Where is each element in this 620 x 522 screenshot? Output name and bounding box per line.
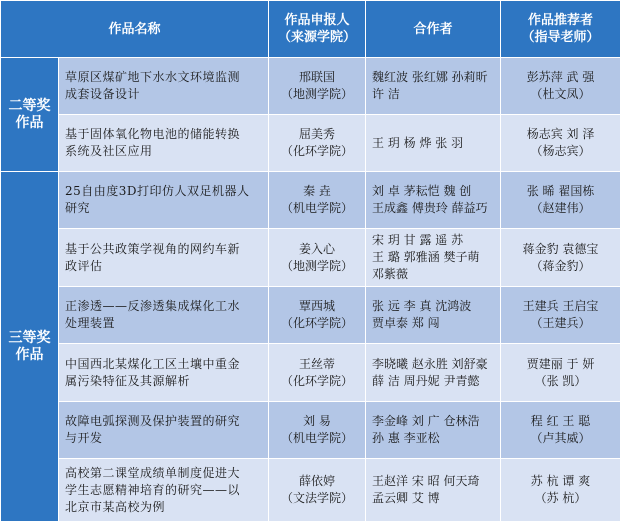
award-second-prize: 二等奖 作品 xyxy=(1,58,59,172)
work-title: 高校第二课堂成绩单制度促进大 学生志愿精神培育的研究——以 北京市某高校为例 xyxy=(59,459,269,522)
work-title: 正渗透——反渗透集成煤化工水 处理装置 xyxy=(59,287,269,344)
recommender-cell: 彭苏萍 武 强 （杜文凤） xyxy=(501,58,620,115)
work-title: 草原区煤矿地下水水文环境监测 成套设备设计 xyxy=(59,58,269,115)
recommender-cell: 杨志宾 刘 泽 （杨志宾） xyxy=(501,115,620,172)
recommender-cell: 贾建丽 于 妍 （张 凯） xyxy=(501,344,620,402)
recommender-cell: 蒋金豹 袁德宝 （蒋金豹） xyxy=(501,229,620,287)
table-row xyxy=(1,344,620,402)
table-row xyxy=(1,287,620,344)
header-recommender: 作品推荐者 （指导老师） xyxy=(501,1,620,58)
table-row xyxy=(1,402,620,459)
coauthor-cell: 王赵洋 宋 昭 何天琦 孟云卿 艾 博 xyxy=(366,459,501,522)
header-row xyxy=(1,1,620,58)
table-row xyxy=(1,172,620,229)
coauthor-cell: 宋 玥 甘 露 遥 苏 王 璐 郭雅涵 樊子萌 邓紫薇 xyxy=(366,229,501,287)
header-applicant: 作品申报人 （来源学院） xyxy=(269,1,366,58)
coauthor-cell: 王 玥 杨 烨 张 羽 xyxy=(366,115,501,172)
coauthor-cell: 刘 卓 茅耘恺 魏 创 王成鑫 傅贵玲 薛益巧 xyxy=(366,172,501,229)
recommender-cell: 程 红 王 聪 （卢其威） xyxy=(501,402,620,459)
work-title: 基于固体氧化物电池的储能转换 系统及社区应用 xyxy=(59,115,269,172)
applicant-cell: 秦 垚 （机电学院） xyxy=(269,172,366,229)
coauthor-cell: 李金峰 刘 广 仓林浩 孙 惠 李亚松 xyxy=(366,402,501,459)
table-row xyxy=(1,229,620,287)
recommender-cell: 王建兵 王启宝 （王建兵） xyxy=(501,287,620,344)
work-title: 中国西北某煤化工区土壤中重金 属污染特征及其源解析 xyxy=(59,344,269,402)
recommender-cell: 苏 杭 谭 爽 （苏 杭） xyxy=(501,459,620,522)
applicant-cell: 薛依婷 （文法学院） xyxy=(269,459,366,522)
applicant-cell: 王丝蒂 （化环学院） xyxy=(269,344,366,402)
applicant-cell: 屈美秀 （化环学院） xyxy=(269,115,366,172)
coauthor-cell: 魏红波 张红娜 孙莉昕 许 洁 xyxy=(366,58,501,115)
header-coauthor: 合作者 xyxy=(366,1,501,58)
coauthor-cell: 李晓曦 赵永胜 刘舒豪 薛 洁 周丹妮 尹青懿 xyxy=(366,344,501,402)
applicant-cell: 邢联国 （地测学院） xyxy=(269,58,366,115)
work-title: 25自由度3D打印仿人双足机器人 研究 xyxy=(59,172,269,229)
recommender-cell: 张 晞 翟国栋 （赵建伟） xyxy=(501,172,620,229)
work-title: 基于公共政策学视角的网约车新 政评估 xyxy=(59,229,269,287)
coauthor-cell: 张 远 李 真 沈鸿波 贾卓泰 郑 闯 xyxy=(366,287,501,344)
work-title: 故障电弧探测及保护装置的研究 与开发 xyxy=(59,402,269,459)
award-third-prize: 三等奖 作品 xyxy=(1,172,59,522)
table-row xyxy=(1,459,620,522)
table-row xyxy=(1,58,620,115)
table-row xyxy=(1,115,620,172)
applicant-cell: 覃西城 （化环学院） xyxy=(269,287,366,344)
header-work-name: 作品名称 xyxy=(1,1,269,58)
applicant-cell: 刘 易 （机电学院） xyxy=(269,402,366,459)
applicant-cell: 姜入心 （地测学院） xyxy=(269,229,366,287)
